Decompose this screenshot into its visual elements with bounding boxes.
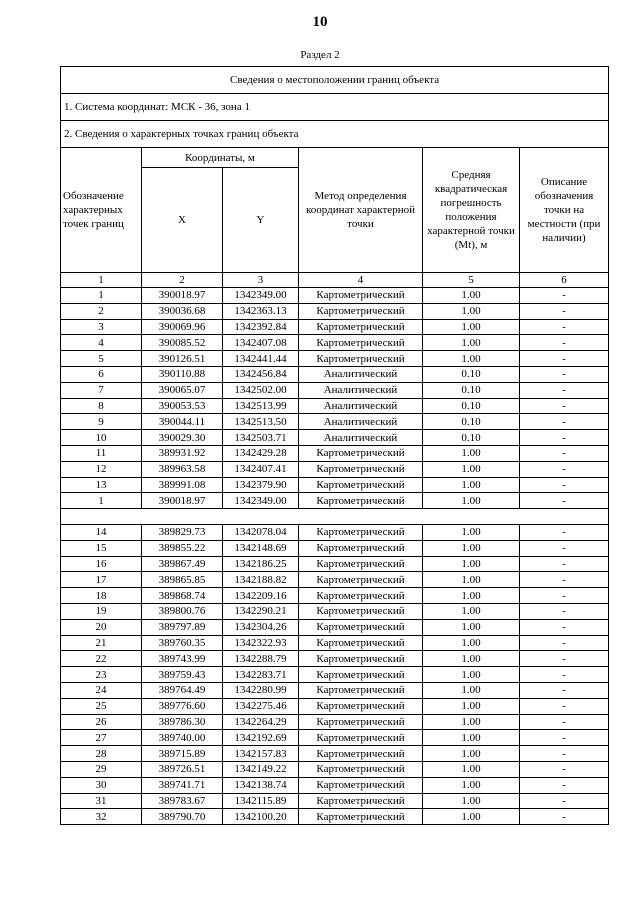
mt-error: 0.10 [423,366,520,382]
mt-error: 1.00 [423,288,520,304]
point-number: 9 [61,414,142,430]
mt-error: 1.00 [423,682,520,698]
method: Картометрический [299,493,423,509]
mt-error: 1.00 [423,619,520,635]
coord-x: 389760.35 [142,635,223,651]
coord-system: 1. Система координат: МСК - 36, зона 1 [61,94,609,121]
mt-error: 1.00 [423,761,520,777]
coord-x: 389797.89 [142,619,223,635]
coord-x: 389963.58 [142,461,223,477]
method: Картометрический [299,746,423,762]
method: Картометрический [299,619,423,635]
method: Картометрический [299,319,423,335]
section-label: Раздел 2 [300,49,340,61]
coord-x: 389991.08 [142,477,223,493]
boundary-points-table [60,66,609,825]
coord-y: 1342363.13 [223,303,299,319]
coord-x: 390069.96 [142,319,223,335]
mt-error: 1.00 [423,303,520,319]
coord-x: 389726.51 [142,761,223,777]
points-caption: 2. Сведения о характерных точках границ объекта [61,121,609,148]
point-number: 14 [61,524,142,540]
method: Картометрический [299,477,423,493]
coord-y: 1342115.89 [223,793,299,809]
mt-error: 1.00 [423,603,520,619]
mt-error: 1.00 [423,540,520,556]
coord-x: 390085.52 [142,335,223,351]
mt-error: 1.00 [423,572,520,588]
description: - [520,588,609,604]
header-row-top [61,148,609,168]
method: Аналитический [299,382,423,398]
points-caption-row [61,121,609,148]
description: - [520,714,609,730]
mt-error: 1.00 [423,730,520,746]
coord-x: 389931.92 [142,445,223,461]
description: - [520,651,609,667]
table-row [61,288,609,304]
method: Картометрический [299,335,423,351]
coord-y: 1342502.00 [223,382,299,398]
coord-x: 390110.88 [142,366,223,382]
point-number: 10 [61,430,142,446]
column-number: 6 [520,273,609,288]
table-row [61,730,609,746]
coord-x: 389829.73 [142,524,223,540]
coord-y: 1342513.50 [223,414,299,430]
method: Картометрический [299,777,423,793]
table-row [61,619,609,635]
coord-y: 1342283.71 [223,667,299,683]
method: Аналитический [299,366,423,382]
table-row [61,588,609,604]
header-y: Y [223,168,299,273]
method: Картометрический [299,667,423,683]
coord-y: 1342349.00 [223,288,299,304]
point-number: 19 [61,603,142,619]
method: Картометрический [299,556,423,572]
column-number: 4 [299,273,423,288]
point-number: 22 [61,651,142,667]
table-row [61,793,609,809]
method: Картометрический [299,761,423,777]
point-number: 26 [61,714,142,730]
table-row [61,303,609,319]
coord-system-row [61,94,609,121]
coord-x: 389715.89 [142,746,223,762]
coord-y: 1342275.46 [223,698,299,714]
method: Картометрический [299,651,423,667]
table-row [61,477,609,493]
table-row [61,319,609,335]
description: - [520,445,609,461]
separator-cell [61,509,609,525]
mt-error: 1.00 [423,588,520,604]
coord-y: 1342148.69 [223,540,299,556]
coord-y: 1342209.16 [223,588,299,604]
coord-x: 389855.22 [142,540,223,556]
description: - [520,351,609,367]
description: - [520,430,609,446]
mt-error: 1.00 [423,651,520,667]
coord-x: 390018.97 [142,493,223,509]
table-row [61,651,609,667]
point-number: 29 [61,761,142,777]
method: Картометрический [299,461,423,477]
point-number: 4 [61,335,142,351]
coord-x: 389743.99 [142,651,223,667]
coord-y: 1342157.83 [223,746,299,762]
point-number: 32 [61,809,142,825]
coord-y: 1342138.74 [223,777,299,793]
mt-error: 1.00 [423,714,520,730]
coord-x: 389740.00 [142,730,223,746]
point-number: 27 [61,730,142,746]
coord-y: 1342456.84 [223,366,299,382]
mt-error: 1.00 [423,793,520,809]
description: - [520,572,609,588]
coord-y: 1342503.71 [223,430,299,446]
mt-error: 1.00 [423,809,520,825]
method: Картометрический [299,682,423,698]
method: Картометрический [299,540,423,556]
description: - [520,398,609,414]
coord-y: 1342078.04 [223,524,299,540]
coord-x: 389867.49 [142,556,223,572]
header-error: Средняя квадратическая погрешность положения характерной точки (Mt), м [423,148,520,273]
method: Картометрический [299,714,423,730]
method: Картометрический [299,635,423,651]
coord-y: 1342407.41 [223,461,299,477]
coord-x: 389790.70 [142,809,223,825]
description: - [520,746,609,762]
coord-y: 1342322.93 [223,635,299,651]
method: Картометрический [299,351,423,367]
table-row [61,524,609,540]
description: - [520,761,609,777]
table-row [61,351,609,367]
coord-x: 390065.07 [142,382,223,398]
coord-x: 390126.51 [142,351,223,367]
point-number: 30 [61,777,142,793]
point-number: 6 [61,366,142,382]
column-number: 3 [223,273,299,288]
method: Аналитический [299,430,423,446]
page-number: 10 [312,14,328,30]
coord-y: 1342192.69 [223,730,299,746]
coord-y: 1342186.25 [223,556,299,572]
point-number: 8 [61,398,142,414]
mt-error: 1.00 [423,335,520,351]
header-designation: Обозначение характерных точек границ [61,148,142,273]
point-number: 5 [61,351,142,367]
mt-error: 1.00 [423,445,520,461]
description: - [520,524,609,540]
table-title-row [61,67,609,94]
table-row [61,714,609,730]
method: Картометрический [299,793,423,809]
method: Аналитический [299,398,423,414]
description: - [520,698,609,714]
description: - [520,682,609,698]
table-row [61,635,609,651]
method: Картометрический [299,288,423,304]
coord-y: 1342513.99 [223,398,299,414]
point-number: 28 [61,746,142,762]
point-number: 21 [61,635,142,651]
header-description: Описание обозначения точки на местности (при наличии) [520,148,609,273]
point-number: 15 [61,540,142,556]
description: - [520,303,609,319]
mt-error: 1.00 [423,461,520,477]
description: - [520,461,609,477]
description: - [520,793,609,809]
point-number: 13 [61,477,142,493]
description: - [520,603,609,619]
table-row [61,335,609,351]
coord-y: 1342379.90 [223,477,299,493]
point-number: 1 [61,493,142,509]
coord-y: 1342290.21 [223,603,299,619]
method: Картометрический [299,572,423,588]
table-row [61,761,609,777]
table-row [61,398,609,414]
table-row [61,682,609,698]
table-row [61,667,609,683]
coord-y: 1342100.20 [223,809,299,825]
coord-x: 389764.49 [142,682,223,698]
method: Картометрический [299,809,423,825]
column-numbers-row [61,273,609,288]
coord-x: 389868.74 [142,588,223,604]
coord-y: 1342429.28 [223,445,299,461]
coord-x: 389783.67 [142,793,223,809]
point-number: 20 [61,619,142,635]
method: Картометрический [299,524,423,540]
separator-row [61,509,609,525]
method: Картометрический [299,588,423,604]
point-number: 24 [61,682,142,698]
table-row [61,556,609,572]
method: Картометрический [299,303,423,319]
table-title: Сведения о местоположении границ объекта [61,67,609,94]
method: Картометрический [299,698,423,714]
method: Картометрический [299,445,423,461]
table-row [61,777,609,793]
table-row [61,746,609,762]
mt-error: 1.00 [423,351,520,367]
mt-error: 1.00 [423,667,520,683]
point-number: 2 [61,303,142,319]
mt-error: 1.00 [423,524,520,540]
mt-error: 1.00 [423,556,520,572]
header-coordinates: Координаты, м [142,148,299,168]
coord-x: 390029.30 [142,430,223,446]
coord-y: 1342288.79 [223,651,299,667]
point-number: 1 [61,288,142,304]
header-x: X [142,168,223,273]
coord-x: 390044.11 [142,414,223,430]
mt-error: 1.00 [423,493,520,509]
description: - [520,366,609,382]
description: - [520,730,609,746]
point-number: 17 [61,572,142,588]
table-row [61,572,609,588]
description: - [520,319,609,335]
point-number: 25 [61,698,142,714]
description: - [520,288,609,304]
mt-error: 1.00 [423,635,520,651]
table-row [61,493,609,509]
method: Картометрический [299,730,423,746]
table-row [61,430,609,446]
description: - [520,382,609,398]
table-row [61,809,609,825]
table-row [61,382,609,398]
table-row [61,445,609,461]
coord-x: 389741.71 [142,777,223,793]
coord-y: 1342264.29 [223,714,299,730]
description: - [520,414,609,430]
table-row [61,603,609,619]
coord-x: 389800.76 [142,603,223,619]
mt-error: 0.10 [423,414,520,430]
table-row [61,461,609,477]
mt-error: 1.00 [423,698,520,714]
coord-x: 389865.85 [142,572,223,588]
point-number: 12 [61,461,142,477]
coord-y: 1342304.26 [223,619,299,635]
description: - [520,540,609,556]
column-number: 2 [142,273,223,288]
coord-x: 389759.43 [142,667,223,683]
coord-x: 389776.60 [142,698,223,714]
coord-y: 1342441.44 [223,351,299,367]
description: - [520,477,609,493]
description: - [520,493,609,509]
method: Картометрический [299,603,423,619]
point-number: 3 [61,319,142,335]
mt-error: 0.10 [423,382,520,398]
point-number: 7 [61,382,142,398]
mt-error: 0.10 [423,430,520,446]
point-number: 18 [61,588,142,604]
column-number: 1 [61,273,142,288]
description: - [520,335,609,351]
point-number: 16 [61,556,142,572]
column-number: 5 [423,273,520,288]
point-number: 23 [61,667,142,683]
description: - [520,667,609,683]
description: - [520,635,609,651]
header-method: Метод определения координат характерной точки [299,148,423,273]
coord-x: 390036.68 [142,303,223,319]
coord-x: 390018.97 [142,288,223,304]
table-row [61,540,609,556]
description: - [520,777,609,793]
method: Аналитический [299,414,423,430]
description: - [520,556,609,572]
description: - [520,809,609,825]
point-number: 11 [61,445,142,461]
coord-y: 1342188.82 [223,572,299,588]
mt-error: 0.10 [423,398,520,414]
coord-y: 1342349.00 [223,493,299,509]
table-row [61,366,609,382]
mt-error: 1.00 [423,477,520,493]
description: - [520,619,609,635]
table-row [61,698,609,714]
coord-y: 1342149.22 [223,761,299,777]
coord-y: 1342280.99 [223,682,299,698]
coord-x: 389786.30 [142,714,223,730]
point-number: 31 [61,793,142,809]
coord-y: 1342407.08 [223,335,299,351]
coord-x: 390053.53 [142,398,223,414]
table-row [61,414,609,430]
mt-error: 1.00 [423,319,520,335]
mt-error: 1.00 [423,746,520,762]
mt-error: 1.00 [423,777,520,793]
coord-y: 1342392.84 [223,319,299,335]
